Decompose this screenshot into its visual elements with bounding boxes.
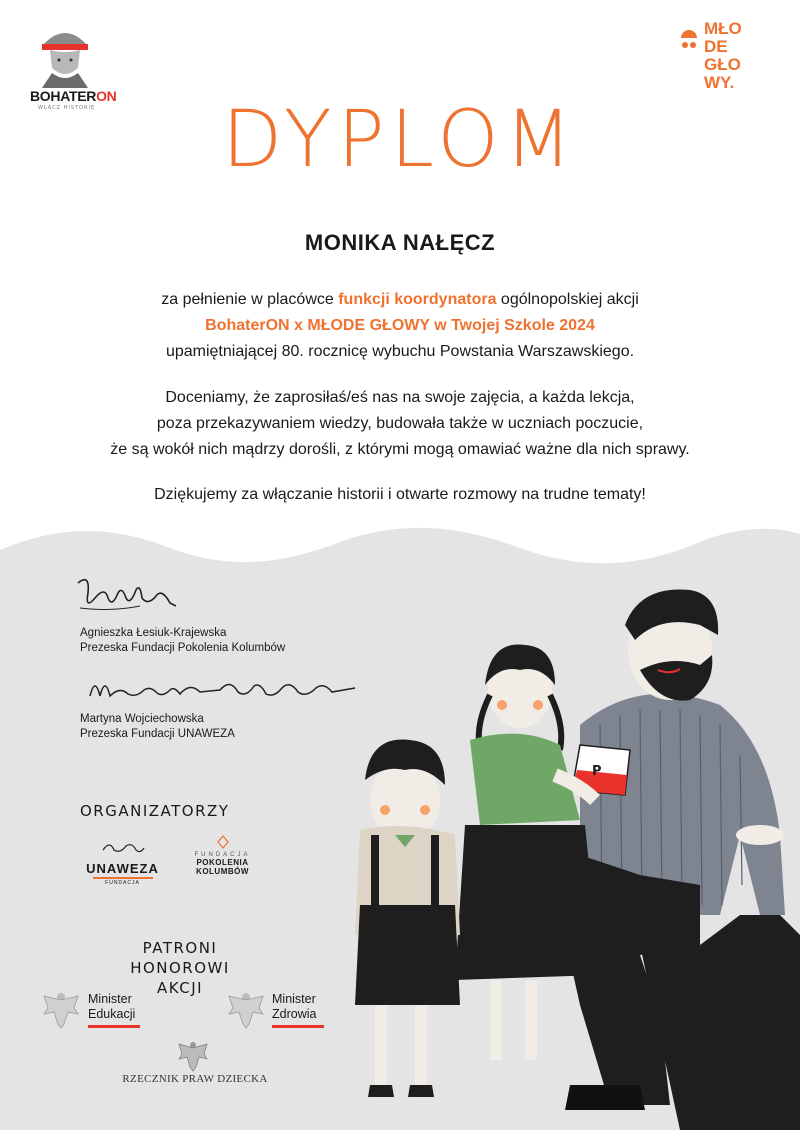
signature-1-name: Agnieszka Łesiuk-Krajewska <box>80 627 227 639</box>
signature-2-name: Martyna Wojciechowska <box>80 713 204 725</box>
paragraph-thanks-line-2: poza przekazywaniem wiedzy, budowała także w uczniach poczucie, <box>156 415 644 432</box>
signature-2 <box>80 712 235 742</box>
signature-1-role: Prezeska Fundacji Pokolenia Kolumbów <box>80 642 286 654</box>
patron-minister-zdrowia <box>272 992 324 1028</box>
patron-2-line-1: Minister <box>272 992 316 1006</box>
patron-1-line-2: Edukacji <box>88 1007 136 1021</box>
signature-2-role: Prezeska Fundacji UNAWEZA <box>80 728 235 740</box>
organizers-heading: ORGANIZATORZY <box>80 802 230 820</box>
paragraph-role-line-3: upamiętniającej 80. rocznicę wybuchu Powstania Warszawskiego. <box>165 343 635 360</box>
paragraph-role-line-1: za pełnienie w placówce funkcji koordynatora ogólnopolskiej akcji <box>161 291 639 308</box>
paragraph-thanks-line-1: Doceniamy, że zaprosiłaś/eś nas na swoje zajęcia, a każda lekcja, <box>165 389 635 406</box>
unaweza-name: UNAWEZA <box>86 861 159 876</box>
patrons-heading-line-1: PATRONI HONOROWI <box>130 939 230 977</box>
patrons-heading-line-2: AKCJI <box>156 979 204 997</box>
eagle-emblem-icon <box>225 988 267 1030</box>
patron-2-line-2: Zdrowia <box>272 1007 317 1021</box>
boy-figure <box>355 740 460 1098</box>
heads-icon <box>680 26 706 52</box>
unaweza-signature-icon <box>98 838 148 856</box>
patron-2-flag-bar <box>272 1025 324 1028</box>
pokolenia-sub: FUNDACJA <box>194 852 251 858</box>
logo-line-2: DE <box>704 37 728 56</box>
logo-line-3: GŁO <box>704 55 741 74</box>
unaweza-underline <box>93 877 153 879</box>
rpd-label: RZECZNIK PRAW DZIECKA <box>122 1073 268 1085</box>
patron-1-flag-bar <box>88 1025 140 1028</box>
pokolenia-name: POKOLENIA KOLUMBÓW <box>196 858 249 876</box>
logo-line-1: MŁO <box>704 19 742 38</box>
diploma-title: DYPLOM <box>222 95 578 185</box>
signature-1-handwriting <box>70 568 190 618</box>
recipient-name: MONIKA NAŁĘCZ <box>304 230 496 255</box>
pokolenia-kolumbow-logo <box>180 852 265 876</box>
girl-figure <box>455 645 600 1061</box>
eagle-emblem-icon <box>176 1038 210 1072</box>
paragraph-thanks <box>0 385 800 463</box>
signature-1 <box>80 626 285 656</box>
paragraph-closing: Dziękujemy za włączanie historii i otwarte rozmowy na trudne tematy! <box>154 486 646 503</box>
brand-name: BOHATERON <box>30 88 117 104</box>
paragraph-thanks-line-3: że są wokół nich mądrzy dorośli, z którymi mogą omawiać ważne dla nich sprawy. <box>110 441 690 458</box>
campaign-name: BohaterON x MŁODE GŁOWY w Twojej Szkole 2024 <box>205 317 595 334</box>
patron-1-line-1: Minister <box>88 992 132 1006</box>
svg-text:P: P <box>592 764 602 779</box>
family-illustration <box>340 585 800 1130</box>
brand-tagline: WŁĄCZ HISTORIĘ <box>38 105 96 111</box>
eagle-emblem-icon <box>40 988 82 1030</box>
paragraph-role <box>0 287 800 365</box>
soldier-portrait-icon <box>30 18 100 88</box>
unaweza-logo <box>85 838 160 886</box>
pokolenia-emblem-icon <box>216 835 230 849</box>
patron-minister-edukacji <box>88 992 140 1028</box>
unaweza-sub: FUNDACJA <box>105 880 140 886</box>
logo-line-4: WY. <box>704 73 735 92</box>
signature-2-handwriting <box>70 668 360 708</box>
